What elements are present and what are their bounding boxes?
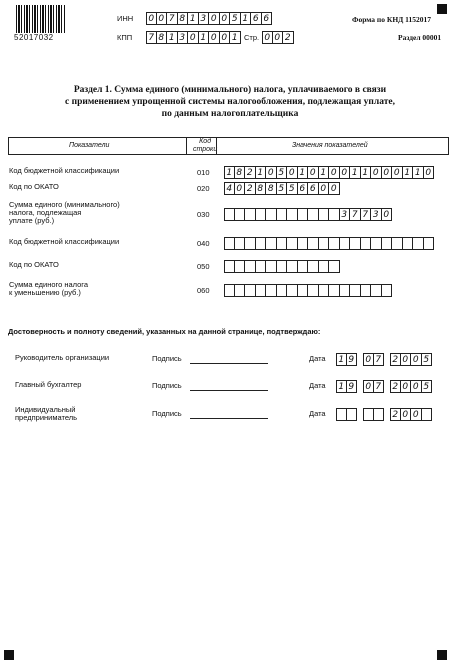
row-value-field[interactable] (224, 182, 340, 195)
digit-cell[interactable]: 6 (298, 182, 309, 195)
date-day[interactable] (336, 353, 357, 366)
column-header-code: Код строки (193, 138, 218, 153)
digit-cell[interactable]: 0 (287, 166, 298, 179)
digit-cell[interactable]: 1 (336, 353, 347, 366)
digit-cell[interactable]: 5 (287, 182, 298, 195)
digit-cell[interactable]: 8 (256, 182, 267, 195)
row-value-field[interactable] (224, 237, 434, 250)
digit-cell[interactable]: 3 (199, 12, 210, 25)
digit-cell[interactable]: 6 (251, 12, 262, 25)
digit-cell[interactable] (298, 237, 309, 250)
row-label-line: налога, подлежащая (9, 208, 82, 217)
column-divider (216, 138, 217, 154)
digit-cell[interactable] (245, 237, 256, 250)
digit-cell[interactable] (235, 260, 246, 273)
signature-line[interactable] (190, 390, 268, 391)
row-label-line: Сумма единого налога (9, 280, 89, 289)
section-title-line1: Раздел 1. Сумма единого (минимального) налога, уплачиваемого в связи (73, 85, 387, 95)
digit-cell[interactable] (382, 237, 393, 250)
digit-cell[interactable] (277, 237, 288, 250)
section-code: Раздел 00001 (398, 33, 442, 42)
row-label (9, 238, 119, 246)
digit-cell[interactable] (287, 208, 298, 221)
digit-cell[interactable]: 8 (178, 12, 189, 25)
digit-cell[interactable] (235, 237, 246, 250)
digit-cell[interactable]: 0 (382, 208, 393, 221)
page-number-field[interactable] (262, 31, 294, 44)
digit-cell[interactable]: 9 (347, 380, 358, 393)
digit-cell[interactable]: 1 (403, 166, 414, 179)
digit-cell[interactable]: 1 (241, 12, 252, 25)
column-header-indicators: Показатели (69, 142, 110, 149)
digit-cell[interactable]: 0 (363, 353, 374, 366)
digit-cell[interactable] (287, 284, 298, 297)
digit-cell[interactable]: 7 (374, 353, 385, 366)
digit-cell[interactable] (224, 237, 235, 250)
digit-cell[interactable]: 0 (319, 182, 330, 195)
digit-cell[interactable]: 0 (340, 166, 351, 179)
signer-role-line: Индивидуальный (15, 405, 76, 414)
row-label (9, 167, 119, 175)
digit-cell[interactable]: 8 (235, 166, 246, 179)
row-label-line: уплате (руб.) (9, 216, 55, 225)
digit-cell[interactable]: 5 (422, 353, 433, 366)
digit-cell[interactable] (424, 237, 435, 250)
digit-cell[interactable] (382, 284, 393, 297)
digit-cell[interactable]: 8 (266, 182, 277, 195)
digit-cell[interactable] (347, 408, 358, 421)
row-code: 050 (197, 262, 210, 271)
digit-cell[interactable]: 9 (347, 353, 358, 366)
digit-cell[interactable]: 7 (361, 208, 372, 221)
row-code: 030 (197, 210, 210, 219)
digit-cell[interactable] (319, 237, 330, 250)
digit-cell[interactable]: 1 (361, 166, 372, 179)
date-month[interactable] (363, 353, 384, 366)
digit-cell[interactable]: 3 (371, 208, 382, 221)
digit-cell[interactable]: 2 (245, 182, 256, 195)
date-month[interactable] (363, 408, 384, 421)
row-label-line: Код бюджетной классификации (9, 166, 120, 175)
digit-cell[interactable]: 1 (230, 31, 241, 44)
digit-cell[interactable]: 1 (199, 31, 210, 44)
row-code: 060 (197, 286, 210, 295)
row-label-line: Код бюджетной классификации (9, 237, 120, 246)
date-field[interactable] (336, 380, 432, 393)
table-header (8, 137, 449, 155)
digit-cell[interactable] (422, 408, 433, 421)
digit-cell[interactable] (277, 260, 288, 273)
section-title (20, 84, 440, 120)
digit-cell[interactable] (361, 237, 372, 250)
form-code: Форма по КНД 1152017 (352, 15, 432, 24)
digit-cell[interactable] (266, 237, 277, 250)
signer-role-line: Руководитель организации (15, 353, 110, 362)
digit-cell[interactable]: 0 (363, 380, 374, 393)
digit-cell[interactable]: 0 (401, 353, 412, 366)
signer-role (15, 381, 81, 389)
digit-cell[interactable] (256, 284, 267, 297)
signature-line[interactable] (190, 418, 268, 419)
digit-cell[interactable]: 7 (350, 208, 361, 221)
corner-marker-bottom-left (4, 650, 14, 660)
digit-cell[interactable]: 0 (266, 166, 277, 179)
digit-cell[interactable] (329, 284, 340, 297)
digit-cell[interactable] (371, 284, 382, 297)
digit-cell[interactable] (235, 284, 246, 297)
corner-marker-top-right (437, 4, 447, 14)
digit-cell[interactable]: 1 (256, 166, 267, 179)
digit-cell[interactable] (266, 260, 277, 273)
digit-cell[interactable] (350, 237, 361, 250)
digit-cell[interactable] (403, 237, 414, 250)
digit-cell[interactable]: 0 (329, 166, 340, 179)
barcode-number: 52017032 (14, 33, 54, 42)
row-label-line: Сумма единого (минимального) (9, 200, 120, 209)
digit-cell[interactable] (319, 284, 330, 297)
digit-cell[interactable] (329, 260, 340, 273)
digit-cell[interactable] (392, 237, 403, 250)
digit-cell[interactable]: 1 (298, 166, 309, 179)
digit-cell[interactable] (224, 260, 235, 273)
confirmation-heading: Достоверность и полноту сведений, указанных на данной странице, подтверждаю: (8, 327, 321, 336)
corner-marker-bottom-right (437, 650, 447, 660)
digit-cell[interactable]: 0 (273, 31, 284, 44)
digit-cell[interactable]: 0 (392, 166, 403, 179)
signature-label: Подпись (152, 354, 182, 363)
digit-cell[interactable] (413, 237, 424, 250)
digit-cell[interactable] (224, 284, 235, 297)
date-label: Дата (309, 354, 326, 363)
digit-cell[interactable]: 5 (277, 182, 288, 195)
digit-cell[interactable]: 1 (413, 166, 424, 179)
signature-label: Подпись (152, 381, 182, 390)
digit-cell[interactable] (308, 208, 319, 221)
digit-cell[interactable]: 4 (224, 182, 235, 195)
digit-cell[interactable] (340, 237, 351, 250)
digit-cell[interactable] (298, 208, 309, 221)
digit-cell[interactable]: 0 (262, 31, 273, 44)
row-code: 020 (197, 184, 210, 193)
digit-cell[interactable]: 1 (167, 31, 178, 44)
digit-cell[interactable]: 0 (329, 182, 340, 195)
digit-cell[interactable]: 0 (371, 166, 382, 179)
digit-cell[interactable]: 0 (220, 12, 231, 25)
date-day[interactable] (336, 380, 357, 393)
digit-cell[interactable]: 0 (401, 408, 412, 421)
digit-cell[interactable] (256, 237, 267, 250)
digit-cell[interactable] (308, 260, 319, 273)
digit-cell[interactable] (224, 208, 235, 221)
row-label (9, 201, 120, 225)
digit-cell[interactable]: 1 (224, 166, 235, 179)
row-value-field[interactable] (224, 284, 392, 297)
digit-cell[interactable]: 5 (277, 166, 288, 179)
date-day[interactable] (336, 408, 357, 421)
date-year[interactable] (390, 380, 432, 393)
signer-role (15, 406, 77, 422)
digit-cell[interactable]: 2 (245, 166, 256, 179)
digit-cell[interactable]: 0 (157, 12, 168, 25)
signature-label: Подпись (152, 409, 182, 418)
digit-cell[interactable] (245, 208, 256, 221)
digit-cell[interactable] (308, 237, 319, 250)
digit-cell[interactable] (308, 284, 319, 297)
digit-cell[interactable] (298, 284, 309, 297)
digit-cell[interactable]: 1 (350, 166, 361, 179)
column-header-values: Значения показателей (292, 142, 368, 149)
digit-cell[interactable] (319, 208, 330, 221)
digit-cell[interactable]: 0 (411, 380, 422, 393)
digit-cell[interactable]: 0 (382, 166, 393, 179)
digit-cell[interactable] (329, 208, 340, 221)
digit-cell[interactable]: 6 (262, 12, 273, 25)
digit-cell[interactable] (329, 237, 340, 250)
digit-cell[interactable]: 3 (178, 31, 189, 44)
signature-line[interactable] (190, 363, 268, 364)
inn-field[interactable] (146, 12, 272, 25)
digit-cell[interactable]: 0 (235, 182, 246, 195)
digit-cell[interactable] (235, 208, 246, 221)
digit-cell[interactable]: 0 (401, 380, 412, 393)
date-year[interactable] (390, 353, 432, 366)
digit-cell[interactable] (287, 260, 298, 273)
digit-cell[interactable]: 7 (167, 12, 178, 25)
section-title-line2: с применением упрощенной системы налогообложения, подлежащая уплате, (65, 97, 395, 107)
digit-cell[interactable] (245, 260, 256, 273)
digit-cell[interactable] (319, 260, 330, 273)
digit-cell[interactable] (245, 284, 256, 297)
row-label (9, 281, 88, 297)
digit-cell[interactable] (266, 284, 277, 297)
digit-cell[interactable] (256, 208, 267, 221)
row-value-field[interactable] (224, 166, 434, 179)
digit-cell[interactable]: 2 (390, 353, 401, 366)
digit-cell[interactable]: 1 (319, 166, 330, 179)
section-title-line3: по данным налогоплательщика (161, 109, 299, 119)
digit-cell[interactable]: 1 (336, 380, 347, 393)
digit-cell[interactable]: 3 (340, 208, 351, 221)
row-value-field[interactable] (224, 260, 340, 273)
digit-cell[interactable]: 8 (157, 31, 168, 44)
signer-role-line: Главный бухгалтер (15, 380, 82, 389)
date-label: Дата (309, 409, 326, 418)
row-label-line: Код по ОКАТО (9, 260, 59, 269)
digit-cell[interactable]: 0 (411, 408, 422, 421)
kpp-label: КПП (117, 33, 133, 42)
date-field[interactable] (336, 408, 432, 421)
digit-cell[interactable]: 5 (230, 12, 241, 25)
digit-cell[interactable]: 0 (146, 12, 157, 25)
digit-cell[interactable]: 0 (209, 31, 220, 44)
inn-label: ИНН (117, 14, 134, 23)
digit-cell[interactable] (287, 237, 298, 250)
digit-cell[interactable] (277, 208, 288, 221)
digit-cell[interactable]: 2 (283, 31, 294, 44)
digit-cell[interactable] (371, 237, 382, 250)
row-label (9, 183, 59, 191)
row-label-line: Код по ОКАТО (9, 182, 59, 191)
digit-cell[interactable] (361, 284, 372, 297)
digit-cell[interactable]: 0 (220, 31, 231, 44)
date-month[interactable] (363, 380, 384, 393)
digit-cell[interactable]: 2 (390, 408, 401, 421)
digit-cell[interactable]: 0 (209, 12, 220, 25)
digit-cell[interactable] (350, 284, 361, 297)
signer-role-line: предприниматель (15, 413, 78, 422)
digit-cell[interactable]: 2 (390, 380, 401, 393)
digit-cell[interactable]: 7 (374, 380, 385, 393)
row-label (9, 261, 59, 269)
digit-cell[interactable] (266, 208, 277, 221)
barcode (16, 5, 66, 33)
digit-cell[interactable]: 6 (308, 182, 319, 195)
row-label-line: к уменьшению (руб.) (9, 288, 81, 297)
digit-cell[interactable]: 0 (188, 31, 199, 44)
row-code: 010 (197, 168, 210, 177)
digit-cell[interactable]: 0 (308, 166, 319, 179)
digit-cell[interactable] (336, 408, 347, 421)
digit-cell[interactable]: 1 (188, 12, 199, 25)
digit-cell[interactable]: 0 (411, 353, 422, 366)
digit-cell[interactable]: 7 (146, 31, 157, 44)
digit-cell[interactable]: 0 (424, 166, 435, 179)
digit-cell[interactable] (256, 260, 267, 273)
signer-role (15, 354, 109, 362)
digit-cell[interactable] (298, 260, 309, 273)
digit-cell[interactable] (277, 284, 288, 297)
digit-cell[interactable] (340, 284, 351, 297)
row-code: 040 (197, 239, 210, 248)
digit-cell[interactable] (363, 408, 374, 421)
digit-cell[interactable] (374, 408, 385, 421)
date-year[interactable] (390, 408, 432, 421)
digit-cell[interactable]: 5 (422, 380, 433, 393)
column-divider (186, 138, 187, 154)
row-value-field[interactable] (224, 208, 392, 221)
page-label: Стр. (244, 33, 260, 42)
date-field[interactable] (336, 353, 432, 366)
kpp-field[interactable] (146, 31, 241, 44)
date-label: Дата (309, 381, 326, 390)
